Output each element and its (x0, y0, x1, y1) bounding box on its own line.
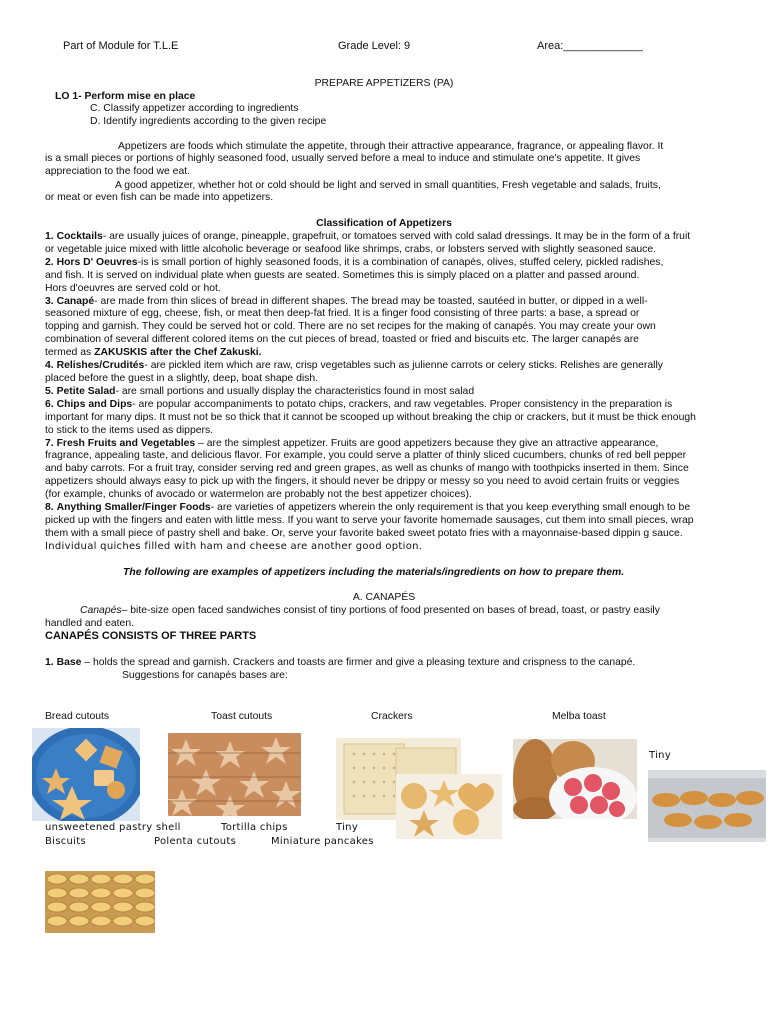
item-bold-tail: ZAKUSKIS after the Chef Zakuski. (94, 347, 262, 359)
item-text: picked up with the fingers and eaten with little mess. If you want to serve your favorite homemade sausages, cut them into small pieces, wrap (45, 514, 694, 526)
item-number: 2. (45, 256, 54, 268)
classification-line (45, 270, 725, 283)
item-text: – are the simplest appetizer. Fruits are good appetizers because they give an attractive appearance, (195, 437, 659, 449)
classification-line (45, 283, 725, 296)
caption-pastry-shell: unsweetened pastry shell (45, 822, 181, 833)
bread-cutouts-image (32, 728, 140, 821)
classification-line (45, 399, 725, 412)
classification-line (45, 450, 725, 463)
caption-toast-cutouts: Toast cutouts (211, 711, 273, 722)
canapes-heading: A. CANAPÉS (352, 592, 416, 603)
item-text: - are usually juices of orange, pineapple, grapefruit, or tomatoes served with cold salad dressings. It may be in the form of a fruit (102, 231, 691, 242)
item-number: 1. (45, 231, 54, 242)
classification-line (45, 373, 725, 386)
item-number: 5. (45, 385, 54, 397)
page-title: PREPARE APPETIZERS (PA) (314, 78, 454, 89)
item-text: to stick to the items used as dippers. (45, 424, 214, 436)
item-text: - are small portions and usually display the characteristics found in most salad (115, 385, 475, 397)
miniature-pancakes-image (648, 770, 766, 842)
item-text: - are made from thin slices of bread in different shapes. The bread may be toasted, sautéed in butter, or dipped in a well- (94, 295, 648, 307)
classification-line (45, 528, 725, 541)
caption-melba-toast: Melba toast (552, 711, 606, 722)
intro-line: A good appetizer, whether hot or cold should be light and served in small quantities, Fresh vegetable and salads, fruits, (115, 180, 661, 191)
item-text: and baby carrots. For a fruit tray, consider serving red and green grapes, as well as chunks of mango with toothpicks inserted in them. Since (45, 463, 689, 475)
classification-line (45, 347, 725, 360)
intro-line: or meat or even fish can be made into appetizers. (45, 192, 274, 203)
classification-line (45, 476, 725, 489)
item-number: 6. (45, 398, 54, 410)
intro-line: Appetizers are foods which stimulate the appetite, through their attractive appearance, fragrance, or appealing flavor. It (118, 141, 664, 152)
item-title: Hors D' Oeuvres (56, 256, 138, 268)
classification-line (45, 463, 725, 476)
canapes-term: Canapés (80, 605, 122, 616)
base-num: 1. (45, 657, 54, 668)
canapes-definition (80, 605, 660, 618)
item-text: important for many dips. It must not be so thick that it cannot be scooped up without breaking the chip or crackers, but it must be thick enough (45, 411, 696, 423)
caption-tortilla-chips: Tortilla chips (221, 822, 288, 833)
item-text: termed as (45, 347, 95, 359)
item-text: seasoned mixture of egg, cheese, fish, or meat then deep-fat fried. It is a finger food consisting of three parts: a base, a spread or (45, 308, 640, 320)
item-title: Fresh Fruits and Vegetables (56, 437, 196, 449)
melba-toast-image (513, 739, 637, 819)
item-text: placed before the guest in a slightly, deep, boat shape dish. (45, 372, 319, 384)
caption-bread-cutouts: Bread cutouts (45, 711, 110, 722)
module-label: Part of Module for T.L.E (63, 40, 179, 52)
classification-line (45, 296, 725, 309)
intro-line: is a small pieces or portions of highly seasoned food, usually served before a meal to induce and stimulate one's appetite. It gives (45, 153, 641, 164)
caption-tiny-right: Tiny (649, 750, 672, 761)
classification-line (45, 321, 725, 334)
grade-level: Grade Level: 9 (338, 40, 411, 52)
caption-biscuits: Biscuits (45, 836, 86, 847)
item-number: 8. (45, 502, 54, 514)
item-number: 4. (45, 360, 54, 372)
item-text: -is is small portion of highly seasoned foods, it is a combination of canapés, olives, stuffed celery, pickled radishes, (137, 256, 664, 268)
classification-line (45, 502, 725, 515)
pastry-shells-image (45, 871, 155, 933)
classification-line (45, 425, 725, 438)
canapes-def-cont: handled and eaten. (45, 618, 134, 629)
classification-line (45, 515, 725, 528)
caption-polenta-cutouts: Polenta cutouts (154, 836, 237, 847)
item-text: (for example, chunks of avocado or watermelon are probably not the best appetizer choices). (45, 489, 472, 501)
base-part (45, 657, 635, 670)
examples-note: The following are examples of appetizers including the materials/ingredients on how to prepare them. (123, 567, 625, 578)
item-text: fragrance, appealing taste, and delicious flavor. For example, you could serve a platter of thinly sliced cucumbers, chunks of red bell pepper (45, 450, 687, 462)
classification-line (45, 489, 725, 502)
lo-item-c: C. Classify appetizer according to ingredients (90, 103, 299, 114)
suggestions-label: Suggestions for canapés bases are: (122, 670, 288, 681)
item-title: Petite Salad (56, 385, 116, 397)
base-text: – holds the spread and garnish. Crackers and toasts are firmer and give a pleasing texture and crispness to the canapé. (81, 657, 636, 668)
item-number: 7. (45, 437, 54, 449)
quiches-line: Individual quiches filled with ham and cheese are another good option. (45, 540, 423, 552)
item-number: 3. (45, 295, 54, 307)
item-text: them with a small piece of pastry shell and bake. Or, serve your favorite baked sweet potato fries with a mayonnaise-based dippin g sauce. (45, 527, 683, 539)
classification-line (45, 360, 725, 373)
lo-item-d: D. Identify ingredients according to the given recipe (90, 116, 327, 127)
lo-heading: LO 1- Perform mise en place (55, 91, 196, 102)
item-text: and fish. It is served on individual plate when guests are seated. Sometimes this is simply placed on a platter and passed around. (45, 269, 640, 281)
classification-line (45, 308, 725, 321)
item-title: Chips and Dips (56, 398, 133, 410)
classification-list (45, 231, 725, 554)
item-title: Anything Smaller/Finger Foods (56, 502, 211, 514)
item-title: Cocktails (56, 231, 103, 242)
item-text: Hors d'oeuvres are served cold or hot. (45, 282, 221, 294)
item-text: - are pickled item which are raw, crisp vegetables such as julienne carrots or celery sticks. Relishes are generally (144, 360, 663, 372)
item-title: Relishes/Crudités (56, 360, 145, 372)
classification-line (45, 257, 725, 270)
parts-heading: CANAPÉS CONSISTS OF THREE PARTS (45, 630, 257, 642)
intro-line: appreciation to the food we eat. (45, 166, 190, 177)
classification-line (45, 438, 725, 451)
classification-line (45, 386, 725, 399)
area-field: Area:_____________ (537, 40, 643, 52)
item-text: or vegetable juice mixed with little alcoholic beverage or seafood like shrimps, crabs, or lobsters served with slightly seasoned sauce. (45, 243, 657, 255)
caption-miniature-pancakes: Miniature pancakes (271, 836, 374, 847)
classification-line (45, 244, 725, 257)
classification-heading: Classification of Appetizers (316, 218, 452, 229)
toast-cutouts-image (168, 733, 301, 816)
caption-tiny-mid: Tiny (336, 822, 359, 833)
item-text: - are varieties of appetizers wherein the only requirement is that you keep everything small enough to be (210, 502, 691, 514)
classification-line (45, 334, 725, 347)
caption-crackers: Crackers (371, 711, 413, 722)
item-text: appetizers should always easy to pick up with the fingers, it should never be drippy or messy so you need to avoid certain fruits or veggies (45, 476, 680, 488)
canapes-def-text: – bite-size open faced sandwiches consist of tiny portions of food presented on bases of bread, toast, or pastry easily (121, 605, 660, 616)
item-text: - are popular accompaniments to potato chips, crackers, and raw vegetables. Proper consistency in the preparation is (132, 398, 673, 410)
biscuits-image (396, 774, 502, 839)
classification-line (45, 412, 725, 425)
item-text: topping and garnish. They could be served hot or cold. There are no set recipes for the making of canapés. You may create your own (45, 321, 656, 333)
base-title: Base (56, 657, 82, 668)
item-title: Canapé (56, 295, 95, 307)
item-text: combination of several different colored items on the cut pieces of bread, toasted or fried and biscuits etc. The larger canapés are (45, 334, 639, 346)
classification-line (45, 231, 725, 244)
